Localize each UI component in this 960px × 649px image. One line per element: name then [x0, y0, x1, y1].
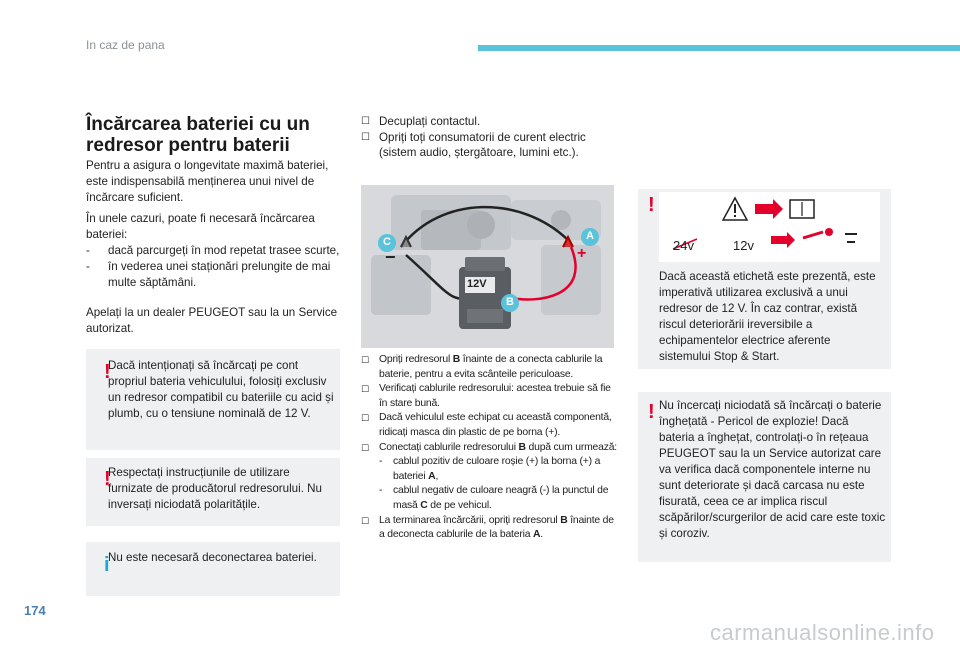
- sub-step: - cablul negativ de culoare neagră (-) la punctul de masă C de pe vehicul.: [379, 485, 609, 511]
- illustration-label-b: B: [506, 296, 514, 308]
- step-item: ☐ Opriți redresorul B înainte de a conecta cablurile la baterie, pentru a evita scânteile periculoase.: [361, 353, 619, 382]
- intro-bullet: - în vederea unei staționări prelungite de mai multe săptămâni.: [86, 260, 331, 289]
- step-item: ☐ Verificați cablurile redresorului: acestea trebuie să fie în stare bună.: [361, 382, 619, 411]
- checkbox-icon: ☐: [361, 355, 369, 365]
- checkbox-icon: ☐: [361, 116, 370, 127]
- info-icon: i: [104, 554, 110, 576]
- engine-charging-illustration: [361, 185, 614, 348]
- illustration-label-c: C: [383, 236, 391, 248]
- page-number: 174: [24, 603, 46, 618]
- charger-voltage-label: 12V: [467, 278, 487, 290]
- checkbox-icon: ☐: [361, 515, 369, 526]
- warning-exclamation-icon: !: [648, 401, 655, 423]
- plus-sign: +: [577, 245, 587, 262]
- watermark: carmanualsonline.info: [710, 620, 935, 645]
- intro-paragraph-3: Apelați la un dealer PEUGEOT sau la un Service autorizat.: [86, 306, 338, 335]
- warning-exclamation-icon: !: [648, 194, 655, 216]
- warning-box-charger-type: [86, 349, 340, 450]
- step-item: ☐ Dacă vehiculul este echipat cu această componentă, ridicați masca din plastic de pe borna (+).: [361, 411, 619, 440]
- intro-bullet: - dacă parcurgeți în mod repetat trasee scurte,: [86, 244, 340, 257]
- check-item: ☐ Decuplați contactul.: [361, 115, 481, 128]
- charging-steps: [361, 353, 619, 543]
- check-item: ☐ Opriți toți consumatorii de curent electric (sistem audio, ștergătoare, lumini etc.).: [361, 130, 586, 159]
- section-title: Încărcarea bateriei cu un redresor pentru baterii: [86, 114, 310, 156]
- engine-svg: [361, 185, 614, 348]
- step-item: ☐ Conectați cablurile redresorului B după cum urmează:: [361, 441, 619, 456]
- intro-paragraph-2: [86, 211, 344, 291]
- warning-text: Dacă intenționați să încărcați pe cont propriul bateria vehiculului, folosiți exclusiv un redresor compatibil cu bateriile cu acid și plumb, cu o tensiune nominală de 12 V.: [108, 359, 334, 420]
- checkbox-icon: ☐: [361, 384, 369, 395]
- info-text: Nu este necesară deconectarea bateriei.: [108, 551, 317, 564]
- checkbox-icon: ☐: [361, 131, 370, 143]
- voltage-label-sticker: [659, 192, 880, 262]
- label-12v: 12v: [733, 238, 754, 253]
- warning-exclamation-icon: !: [104, 361, 111, 383]
- intro-paragraph-1: Pentru a asigura o longevitate maximă bateriei, este indispensabilă menținerea unui nivel de încărcare suficient.: [86, 159, 329, 204]
- label-panel-text: Dacă această etichetă este prezentă, este imperativă utilizarea exclusivă a unui redresor de 12 V. În caz contrar, există riscul deteriorării ireversibile a echipamentelor electrice aferente sistemului Stop & Start.: [659, 270, 876, 363]
- checkbox-icon: ☐: [361, 442, 369, 453]
- label-24v: 24v: [673, 238, 694, 253]
- sub-step: - cablul pozitiv de culoare roșie (+) la borna (+) a bateriei A,: [379, 456, 601, 482]
- warning-box-frozen-battery: [638, 392, 891, 562]
- warning-exclamation-icon: !: [104, 468, 111, 490]
- preparation-checklist: [361, 114, 611, 161]
- warning-box-instructions: [86, 458, 340, 526]
- header-title: In caz de pana: [86, 38, 165, 52]
- warning-text: Nu încercați niciodată să încărcați o baterie înghețată - Pericol de explozie! Dacă bateria a înghețat, controlați-o în rețeaua PEUGEOT sau la un Service autorizat care va verifica dacă componentele interne nu sunt deteriorate și dacă carcasa nu este fisurată, ceea ce ar implica riscul scăpărilor/scurgerilor de acid care este toxic și coroziv.: [659, 399, 886, 540]
- warning-text: Respectați instrucțiunile de utilizare furnizate de producătorul redresorului. Nu inversați niciodată polaritățile.: [108, 466, 322, 511]
- info-box: [86, 542, 340, 596]
- intro-lead: În unele cazuri, poate fi necesară încărcarea bateriei:: [86, 212, 315, 241]
- illustration-label-a: A: [586, 230, 594, 242]
- minus-sign: −: [385, 247, 396, 267]
- header-accent-bar: [478, 45, 960, 51]
- step-item: ☐ La terminarea încărcării, opriți redresorul B înainte de a deconecta cablurile de la bateria A.: [361, 514, 619, 543]
- checkbox-icon: ☐: [361, 413, 369, 424]
